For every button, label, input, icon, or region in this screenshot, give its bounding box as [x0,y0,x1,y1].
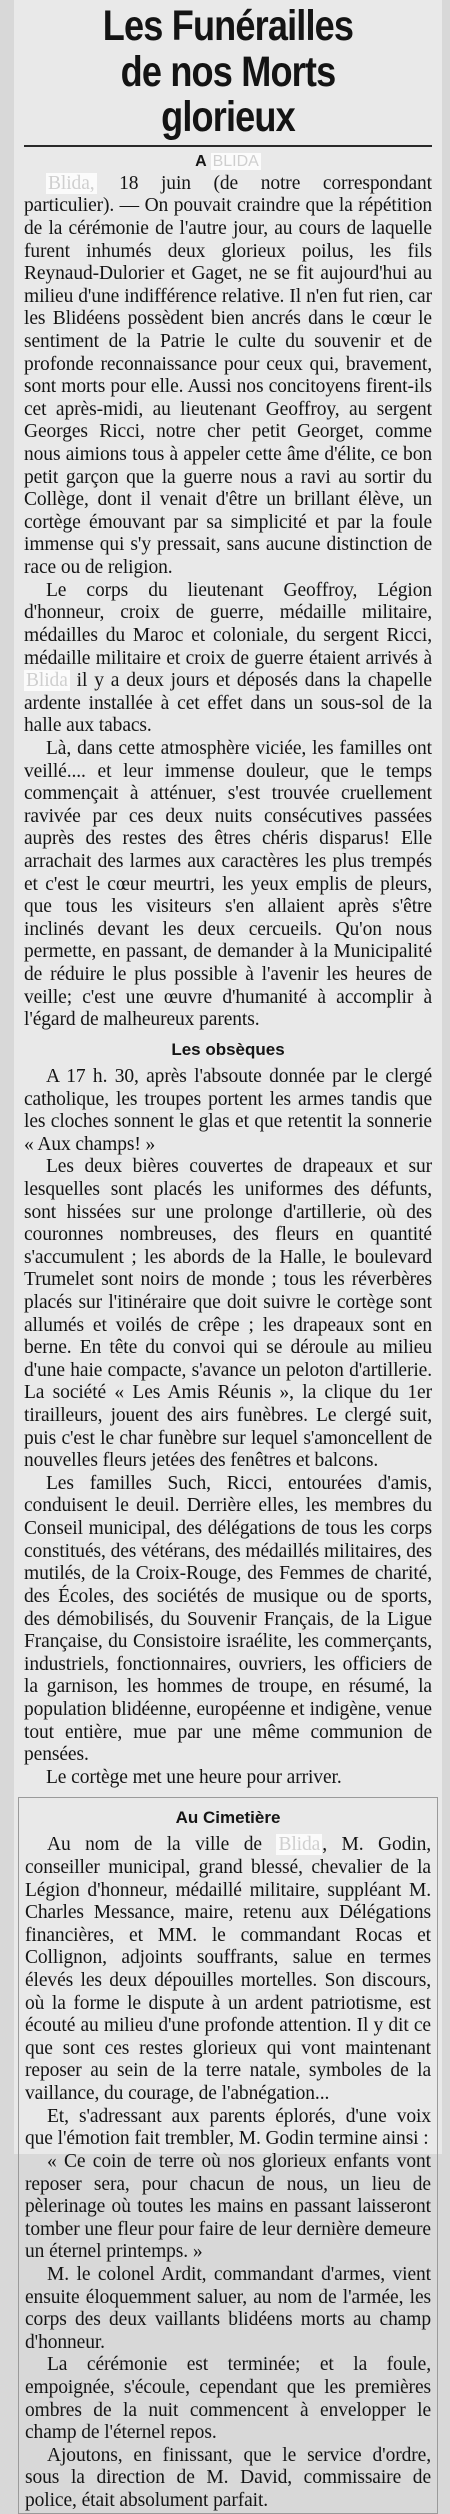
place-name: Blida [278,1834,321,1856]
paragraph-text: il y a deux jours et déposés dans la chapelle ardente installée à cet effet dans un sous-sol de la halle aux tabacs. [24,670,432,737]
paragraph: Là, dans cette atmosphère viciée, les familles ont veillé.... et leur immense douleur, que le temps commençait à atténuer, s'est trouvée cruellement ravivée par ces deux nuits consécutives passées auprès des restes des êtres chéris disparus! Elle arrachait des larmes aux caractères les plus trempés et c'est le cœur meurtri, les yeux emplis de pleurs, que tous les visiteurs s'en allaient après s'être inclinés devant les deux cercueils. Qu'on nous permette, en passant, de demander à la Municipalité de réduire le plus possible à l'avenir les heures de veille; c'est une œuvre d'humanité à accomplir à l'égard de malheureux parents. [24,737,432,1031]
paragraph: M. le colonel Ardit, commandant d'armes, vient ensuite éloquemment saluer, au nom de l'armée, les corps des deux vaillants blidéens morts au champ d'honneur. [25,2263,431,2353]
paragraph: Les deux bières couvertes de drapeaux et sur lesquelles sont placés les uniformes des défunts, sont hissées sur une prolonge d'artillerie, où des couronnes nombreuses, des fleurs en quantité s'accumulent ; les abords de la Halle, le boulevard Trumelet sont noirs de monde ; tous les réverbères placés sur l'itinéraire que doit suivre le cortège sont allumés et voilés de crêpe ; les drapeaux sont en berne. En tête du convoi qui se déroule au milieu d'une haie compacte, s'avance un peloton d'artillerie. La société « Les Amis Réunis », la clique du 1er tirailleurs, jouent des airs funèbres. Le clergé suit, puis c'est le char funèbre sur lequel s'amoncellent de nouvelles fleurs jetées des fenêtres et balcons. [24,1156,432,1472]
paragraph: Et, s'adressant aux parents éplorés, d'une voix que l'émotion fait trembler, M. Godin termine ainsi : [25,2105,431,2150]
subhead-obseques: Les obsèques [171,1039,285,1059]
article-body [24,173,432,2514]
paragraph: A 17 h. 30, après l'absoute donnée par le clergé catholique, les troupes portent les armes tandis que les cloches sonnent le glas et que retentit la sonnerie « Aux champs! » [24,1065,432,1155]
dateline-place: BLIDA [212,152,259,170]
paragraph: Les familles Such, Ricci, entourées d'amis, conduisent le deuil. Derrière elles, les membres du Conseil municipal, des délégations de tous les corps constitués, des vétérans, des médaillés militaires, des mutilés, de la Croix-Rouge, des Femmes de charité, des Écoles, des sociétés de musique ou de sports, des démobilisés, du Souvenir Français, de la Ligue Française, du Consistoire israélite, les commerçants, industriels, fonctionnaires, ouvriers, les officiers de la garnison, les hommes de troupe, en résumé, la population blidéenne, européenne et indigène, venue tout entière, mue par une même communion de pensées. [24,1472,432,1766]
subhead-cimetiere: Au Cimetière [175,1808,281,1828]
paragraph: « Ce coin de terre où nos glorieux enfants vont reposer sera, pour chacun de nous, un lieu de pèlerinage où toutes les mains en passant laisseront tomber une fleur pour faire de leur dernière demeure un éternel printemps. » [25,2150,431,2263]
cimetiere-section [18,1797,438,2513]
paragraph-text: 18 juin (de notre correspondant particulier). — On pouvait craindre que la répétition de la cérémonie de l'autre jour, au cours de laquelle furent inhumés deux glorieux poilus, les fils Reynaud-Dulorier et Gaget, ne se fit aujourd'hui au milieu d'une indifférence relative. Il n'en fut rien, car les Blidéens possèdent bien ancrés dans le cœur le sentiment de la Patrie le culte du souvenir et de profonde reconnaissance pour ceux qui, bravement, sont morts pour elle. Aussi nos concitoyens firent-ils cet après-midi, au lieutenant Geoffroy, au sergent Georges Ricci, notre cher petit Georget, comme nous aimions tous à appeler cette âme d'élite, ce bon petit garçon que la guerre nous a ravi au sortir du Collège, dont il venait d'être un brillant élève, un cortège émouvant par sa simplicité et par la foule immense qui s'y pressait, sans aucune distinction de race ou de religion. [24,172,432,579]
paragraph-text: Au nom de la ville de [47,1834,277,1856]
newspaper-clipping [14,0,442,2512]
paragraph-text: , M. Godin, conseiller municipal, grand blessé, chevalier de la Légion d'honneur, médaillé militaire, suppléant M. Charles Messance, maire, retenu aux Délégations financières, et MM. le commandant Rocas et Collignon, adjoints souffrants, salue en termes élevés les deux dépouilles mortelles. Son discours, où la forme le dispute à un ardent patriotisme, est écouté au milieu d'une profonde attention. Il y dit ce que sont ces restes glorieux qui vont maintenant reposer au sein de la terre natale, symboles de la vaillance, du courage, de l'abnégation... [25,1834,431,2105]
place-name: Blida [26,670,68,692]
dateline [24,153,432,171]
article-headline [24,2,432,141]
dateline-prefix: A [195,152,207,170]
place-name: Blida, [48,172,95,194]
headline-line-2: de nos Morts glorieux [120,47,336,142]
paragraph: Le cortège met une heure pour arriver. [46,1766,342,1788]
paragraph-text: Le corps du lieutenant Geoffroy, Légion d'honneur, croix de guerre, médaille militaire, médailles du Maroc et coloniale, du sergent Ricci, médaille militaire et croix de guerre étaient arrivés à [24,579,432,669]
paragraph [25,1834,431,2105]
paragraph [24,580,432,738]
paragraph: Ajoutons, en finissant, que le service d'ordre, sous la direction de M. David, commissaire de police, était absolument parfait. [25,2444,431,2512]
paragraph [24,173,432,580]
headline-rule [24,145,432,147]
paragraph: La cérémonie est terminée; et la foule, empoignée, s'écoule, cependant que les premières ombres de la nuit commencent à envelopper le champ de l'éternel repos. [25,2354,431,2444]
headline-line-1: Les Funérailles [102,2,354,50]
